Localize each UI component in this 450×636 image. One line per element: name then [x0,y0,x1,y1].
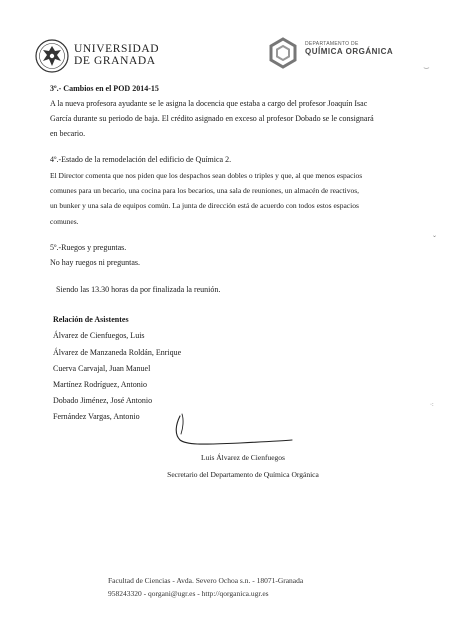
scan-speck: ‿ [424,63,429,69]
university-seal-icon [34,38,70,74]
footer-contact: 958243320 - qorgani@ugr.es - http://qorganica.ugr.es [108,589,269,598]
department-name-big: QUÍMICA ORGÁNICA [305,47,394,56]
attendee-name: Álvarez de Cienfuegos, Luis [53,331,145,340]
university-name [74,43,159,67]
attendee-name: Álvarez de Manzaneda Roldán, Enrique [53,348,182,357]
section-4-line-3: un bunker y una sala de equipos común. La junta de dirección está de acuerdo con todos estos espacios [50,201,359,210]
signatory-role: Secretario del Departamento de Química Orgánica [167,470,319,479]
section-3-line-2: García durante su periodo de baja. El crédito asignado en exceso al profesor Dobado se le consignará [50,114,374,123]
section-4-line-1: El Director comenta que nos piden que los despachos sean dobles o triples y que, al que menos espacios [50,171,363,180]
university-name-line1: UNIVERSIDAD [74,43,160,55]
department-hexagon-logo-icon [266,36,300,70]
signatory-name: Luis Álvarez de Cienfuegos [201,453,285,462]
attendees-title: Relación de Asistentes [53,315,129,324]
section-4-line-4: comunes. [50,217,79,226]
university-name-line2: DE GRANADA [74,55,156,67]
section-3-line-1: A la nueva profesora ayudante se le asigna la docencia que estaba a cargo del profesor Joaquín Isac [50,99,368,108]
attendee-name: Cuerva Carvajal, Juan Manuel [53,364,151,373]
scan-speck: ⌄ [432,233,438,239]
section-5-title: 5º.-Ruegos y preguntas. [50,243,127,252]
section-3-title: 3º.- Cambios en el POD 2014-15 [50,84,159,93]
attendee-name: Martínez Rodríguez, Antonio [53,380,147,389]
section-5-line-1: No hay ruegos ni preguntas. [50,258,140,267]
footer-address: Facultad de Ciencias - Avda. Severo Ochoa s.n. - 18071-Granada [108,576,304,585]
department-name-small: DEPARTAMENTO DE [305,41,359,47]
department-name [305,41,393,56]
closing-statement: Siendo las 13.30 horas da por finalizada la reunión. [56,285,221,294]
scan-speck: ·: [430,402,434,408]
section-4-title: 4º.-Estado de la remodelación del edificio de Química 2. [50,155,232,164]
attendee-name: Fernández Vargas, Antonio [53,412,140,421]
attendee-name: Dobado Jiménez, José Antonio [53,396,153,405]
section-4-line-2: comunes para un becario, una cocina para los becarios, una sala de reuniones, un almacén de reactivos, [50,186,360,195]
handwritten-signature-icon [170,410,300,450]
section-3-line-3: en becario. [50,129,86,138]
